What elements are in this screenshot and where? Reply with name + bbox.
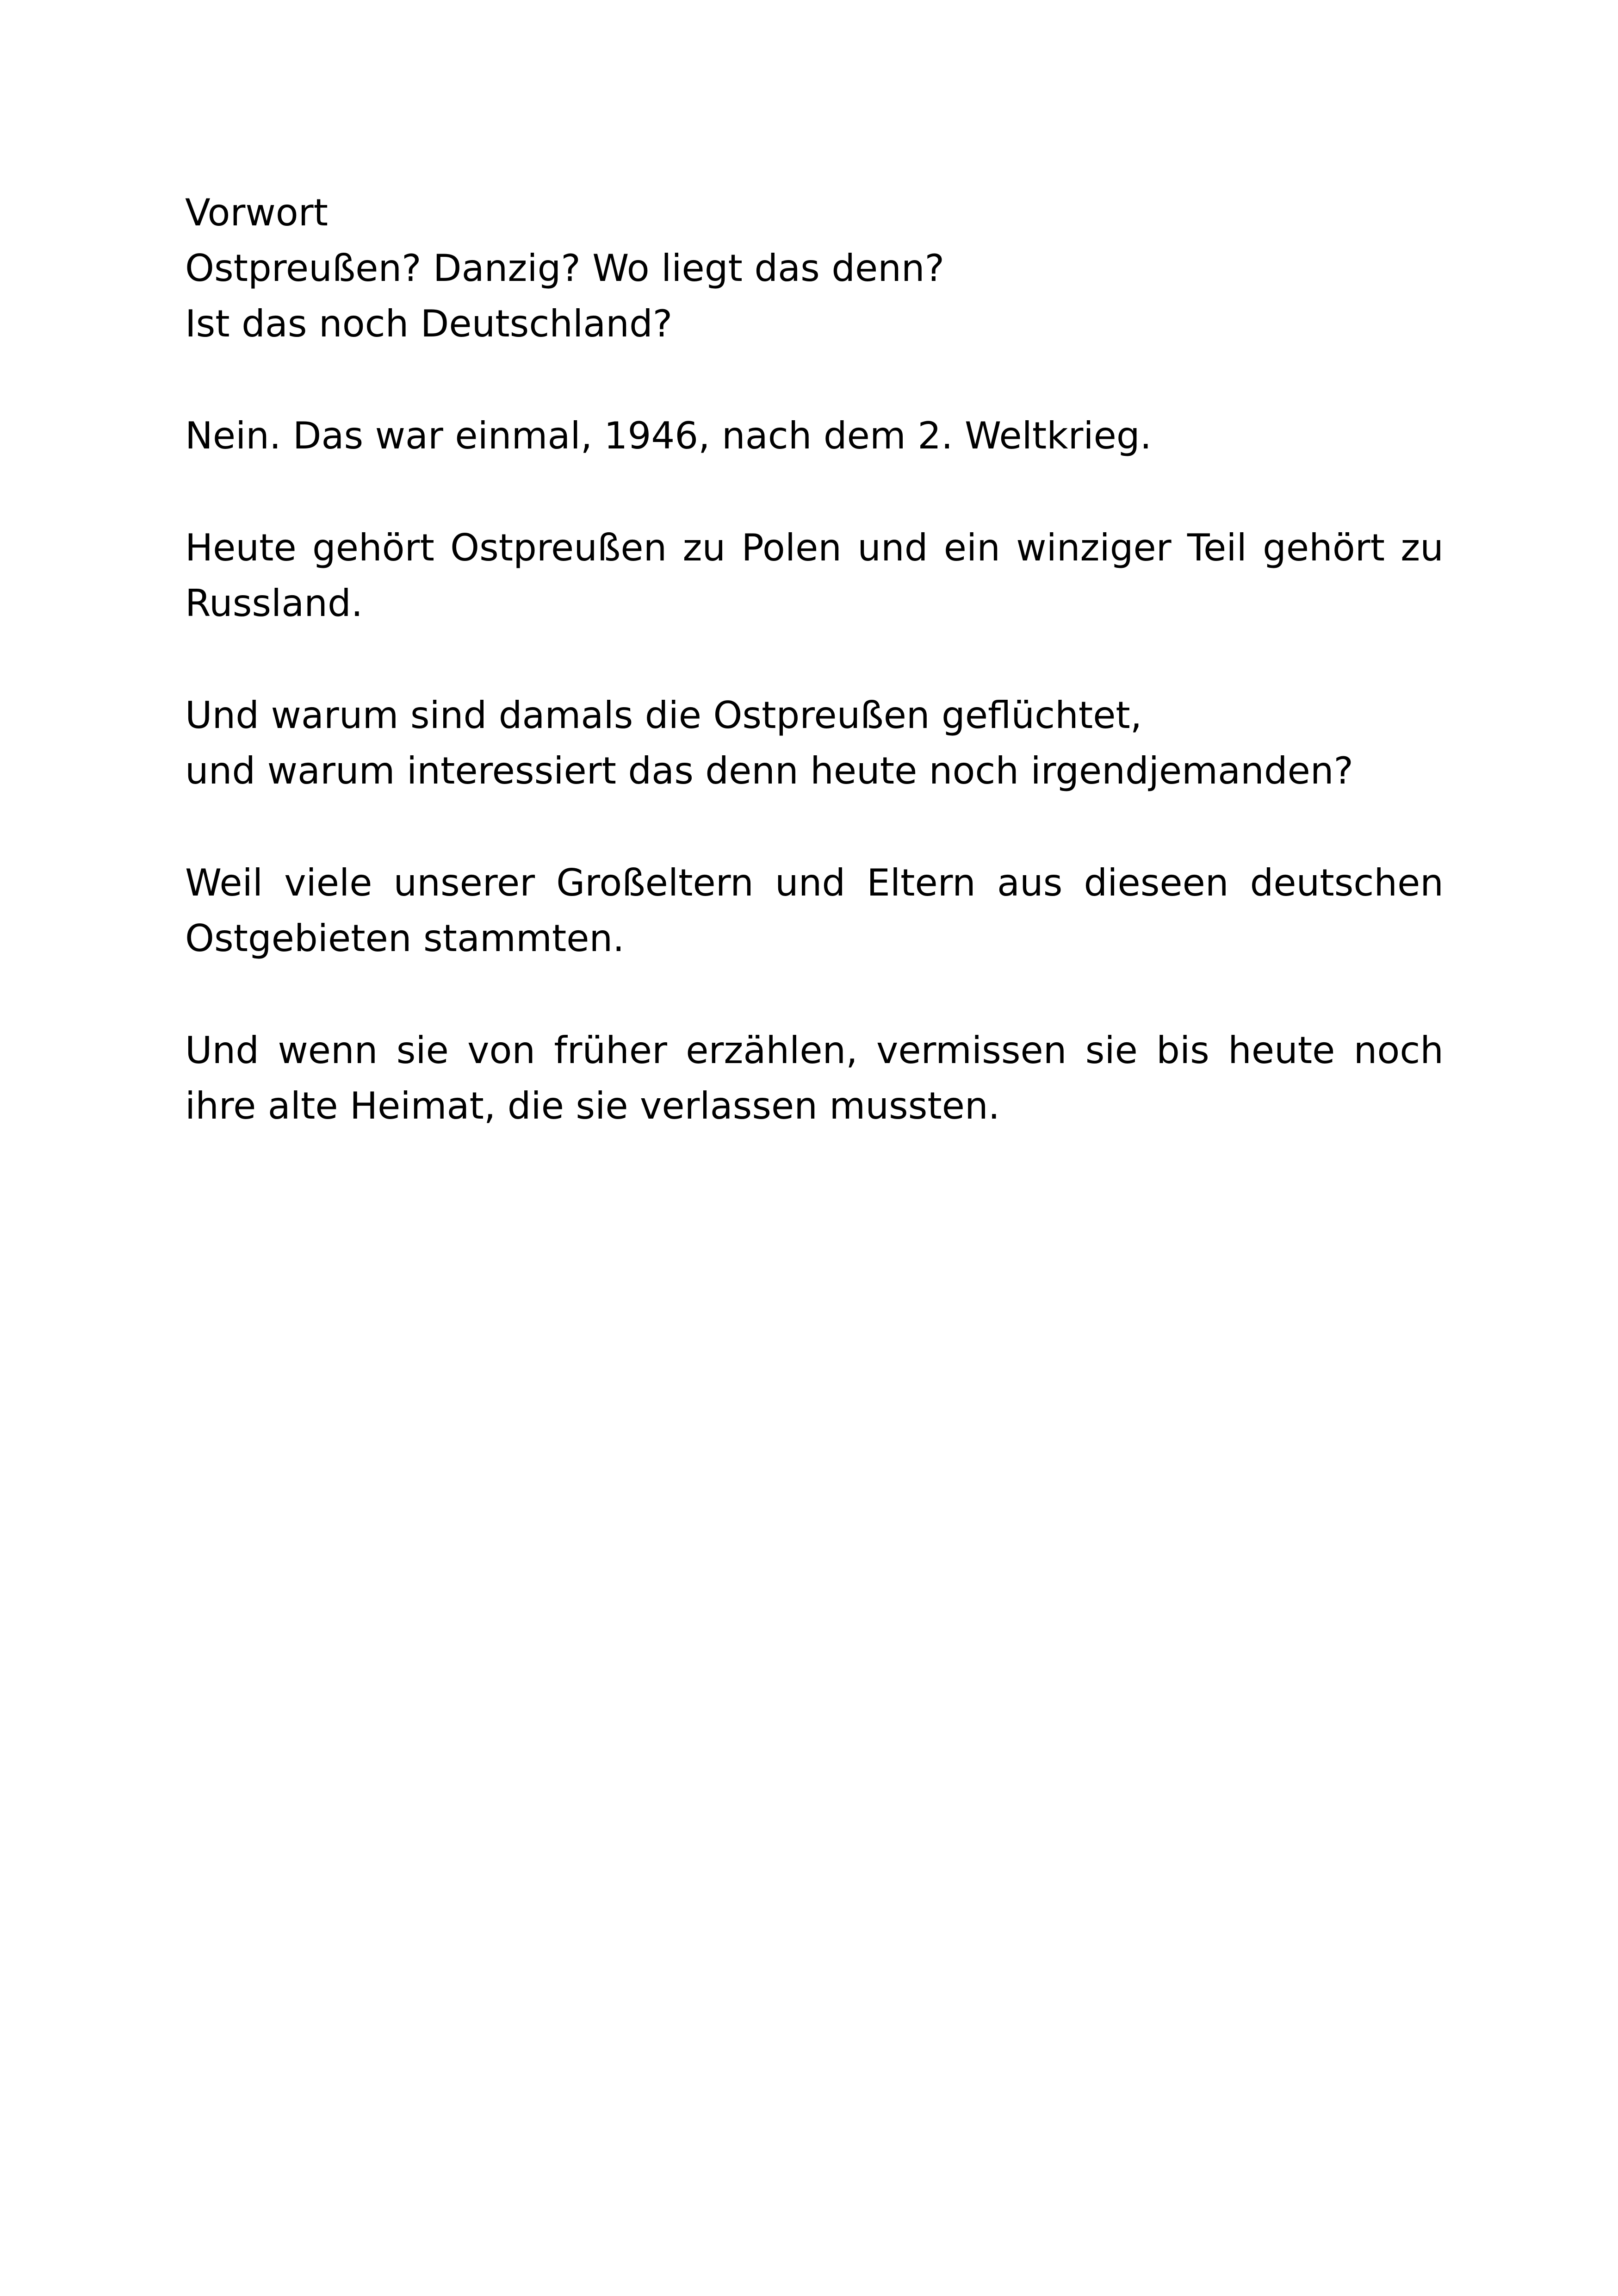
question-line-1: Ostpreußen? Danzig? Wo liegt das denn? <box>185 247 945 290</box>
paragraph-3 <box>185 688 1444 799</box>
heading-vorwort: Vorwort <box>185 191 328 234</box>
question-line-2: Ist das noch Deutschland? <box>185 302 673 345</box>
paragraph-2: Heute gehört Ostpreußen zu Polen und ein winziger Teil gehört zu Russland. <box>185 526 1444 625</box>
paragraph-3-line-2: und warum interessiert das denn heute noch irgendjemanden? <box>185 749 1353 792</box>
paragraph-4: Weil viele unserer Großeltern und Eltern aus dieseen deutschen Ostgebieten stammten. <box>185 861 1444 960</box>
paragraph-5: Und wenn sie von früher erzählen, vermissen sie bis heute noch ihre alte Heimat, die sie verlassen mussten. <box>185 1029 1444 1127</box>
paragraph-3-line-1: Und warum sind damals die Ostpreußen geflüchtet, <box>185 694 1142 737</box>
document-body <box>185 185 1444 1134</box>
paragraph-1: Nein. Das war einmal, 1946, nach dem 2. Weltkrieg. <box>185 414 1152 457</box>
header-block <box>185 185 1444 352</box>
